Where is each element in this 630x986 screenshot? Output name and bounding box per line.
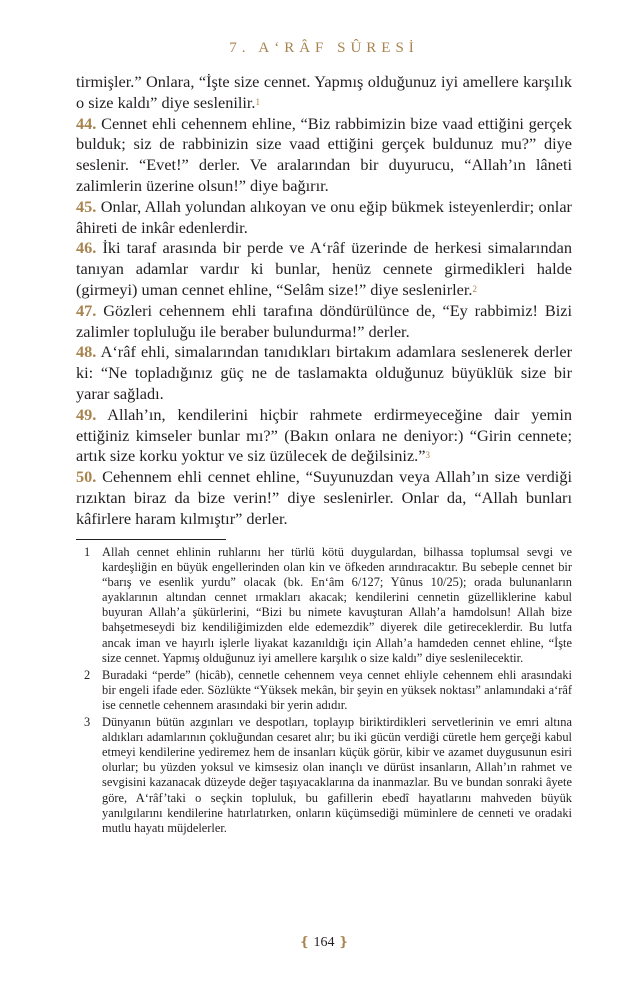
verse-continuation [76,72,572,114]
footnote-ref[interactable]: 3 [425,450,430,461]
verse-text-span: Onlar, Allah yolundan alıkoyan ve onu eğip bükmek isteyenlerdir; onlar âhireti de inkâr edenlerdir. [76,196,572,237]
footnote-2 [76,668,572,713]
ornament-left-icon: ❴ [299,934,310,949]
page-number: 164 [313,935,335,950]
verse-44 [76,114,572,197]
footnote-3 [76,715,572,836]
footnote-ref[interactable]: 1 [255,96,260,107]
verse-number: 48. [76,342,97,362]
verse-number: 46. [76,238,97,258]
verse-50 [76,467,572,529]
footnote-number: 1 [84,545,91,559]
verse-number: 47. [76,300,97,320]
footnote-1 [76,545,572,666]
verse-46 [76,238,572,300]
verse-text-span: A‘râf ehli, simalarından tanıdıkları birtakım adamlara seslenerek derler ki: “Ne topladığınız güç ne de taslamakta olduğunuz büyüklük size bir yarar sağladı. [76,342,573,403]
footnote-text: Allah cennet ehlinin ruhlarını her türlü kötü duygulardan, bilhassa toplumsal sevgi ve kardeşliğin en büyük engellerinden olan kin ve öfkeden arındıracaktır. Bu sebeple cennet bir “barış ve esenlik yurdu” olacak (bk. En‘âm 6/127; Yûnus 10/25); orada bulunanların ayaklarının altından cennet ırmakları akacak; kendilerini cennetin güzelliklerine kabul buyuran Allah’a şükürlerini, “Bizi bu nimete kavuşturan Allah’a hamdolsun! Allah bize bahşetmeseydi biz kendiliğimizden elde edemezdik” diyerek dile getireceklerdir. Bu lutfa ancak iman ve hayırlı işlerle liyakat kazanıldığı için Allah’a hamdeden cennet ehline, “İşte size cennet. Yapmış olduğunuz iyi amellere karşılık o size kaldı” diye seslenilecektir. [102,545,572,665]
verse-text [76,72,572,530]
verse-number: 50. [76,467,97,487]
verse-number: 44. [76,113,97,133]
verse-text-span: Allah’ın, kendilerini hiçbir rahmete erdirmeyeceğine dair yemin ettiğiniz kimseler bunlar mı?” (Bakın onlara ne deniyor:) “Girin cennete; artık size korku yoktur ve siz üzülecek de değilsiniz.” [76,404,573,466]
running-head: 7. A‘RÂF SÛRESİ [229,40,419,56]
footnote-number: 2 [84,667,91,682]
footnote-ref[interactable]: 2 [472,283,477,294]
verse-45 [76,197,572,239]
verse-text-span: Cennet ehli cehennem ehline, “Biz rabbimizin bize vaad ettiğini gerçek bulduk; siz de rabbinizin size vaad ettiğini gerçek buldunuz mu?” diye seslenir. “Evet!” derler. Ve aralarından bir duyurucu, “Allah’ın lâneti zalimlerin üzerine olsun!” diye bağırır. [76,113,573,195]
verse-text-span: tirmişler.” Onlara, “İşte size cennet. Yapmış olduğunuz iyi amellere karşılık o size kaldı” diye seslenilir. [76,72,572,112]
footnote-text: Buradaki “perde” (hicâb), cennetle cehennem veya cennet ehliyle cehennem ehli arasındaki bir engeli ifade eder. Sözlükte “Yüksek mekân, bir şeyin en yüksek noktası” anlamındaki a‘râf ise cennetle cehennem arasındaki bir yerin adıdır. [102,667,572,712]
verse-47 [76,301,572,343]
footnote-text: Dünyanın bütün azgınları ve despotları, toplayıp biriktirdikleri servetlerinin ve emri altına aldıkları adamlarının çokluğundan cesaret alır; bu iki gücün verdiği cüretle hem gerçeği kabul etmeyi kendilerine yediremez hem de insanları küçük görür, kibir ve azamet duygusunun esiri olurlar; bu yüzden yoksul ve kimsesiz olan inançlı ve dürüst insanların, Allah’ın rahmet ve sevgisini kazanacak düzeyde değer taşıyacaklarına da inanmazlar. Bu ve bundan sonraki âyete göre, A‘râf’taki o seçkin topluluk, bu gafillerin ebedî hayatlarını mahveden büyük yanılgılarını kendilerine hatırlatırken, onların küçümsediği müminlere de cenneti ve oradaki mutlu hayatı müjdelerler. [102,715,572,835]
verse-text-span: Cehennem ehli cennet ehline, “Suyunuzdan veya Allah’ın size verdiği rızıktan biraz da bize verin!” diye seslenirler. Onlar da, “Allah bunları kâfirlere haram kılmıştır” derler. [76,467,572,528]
footnote-number: 3 [84,715,91,730]
verse-number: 45. [76,196,97,216]
footnote-divider [76,539,226,540]
verse-text-span: İki taraf arasında bir perde ve A‘râf üzerinde de herkesi simalarından tanıyan adamlar vardır ki bunlar, henüz cennete girmedikleri halde (girmeyi) uman cennet ehline, “Selâm size!” diye seslenirler. [76,238,572,299]
verse-48 [76,342,572,404]
verse-number: 49. [76,404,97,424]
verse-text-span: Gözleri cehennem ehli tarafına döndürülünce de, “Ey rabbimiz! Bizi zalimler topluluğu ile beraber bulundurma!” derler. [76,300,572,341]
ornament-right-icon: ❵ [338,934,349,949]
footnotes [76,545,572,838]
page-number-footer [76,934,572,951]
verse-49 [76,405,572,467]
